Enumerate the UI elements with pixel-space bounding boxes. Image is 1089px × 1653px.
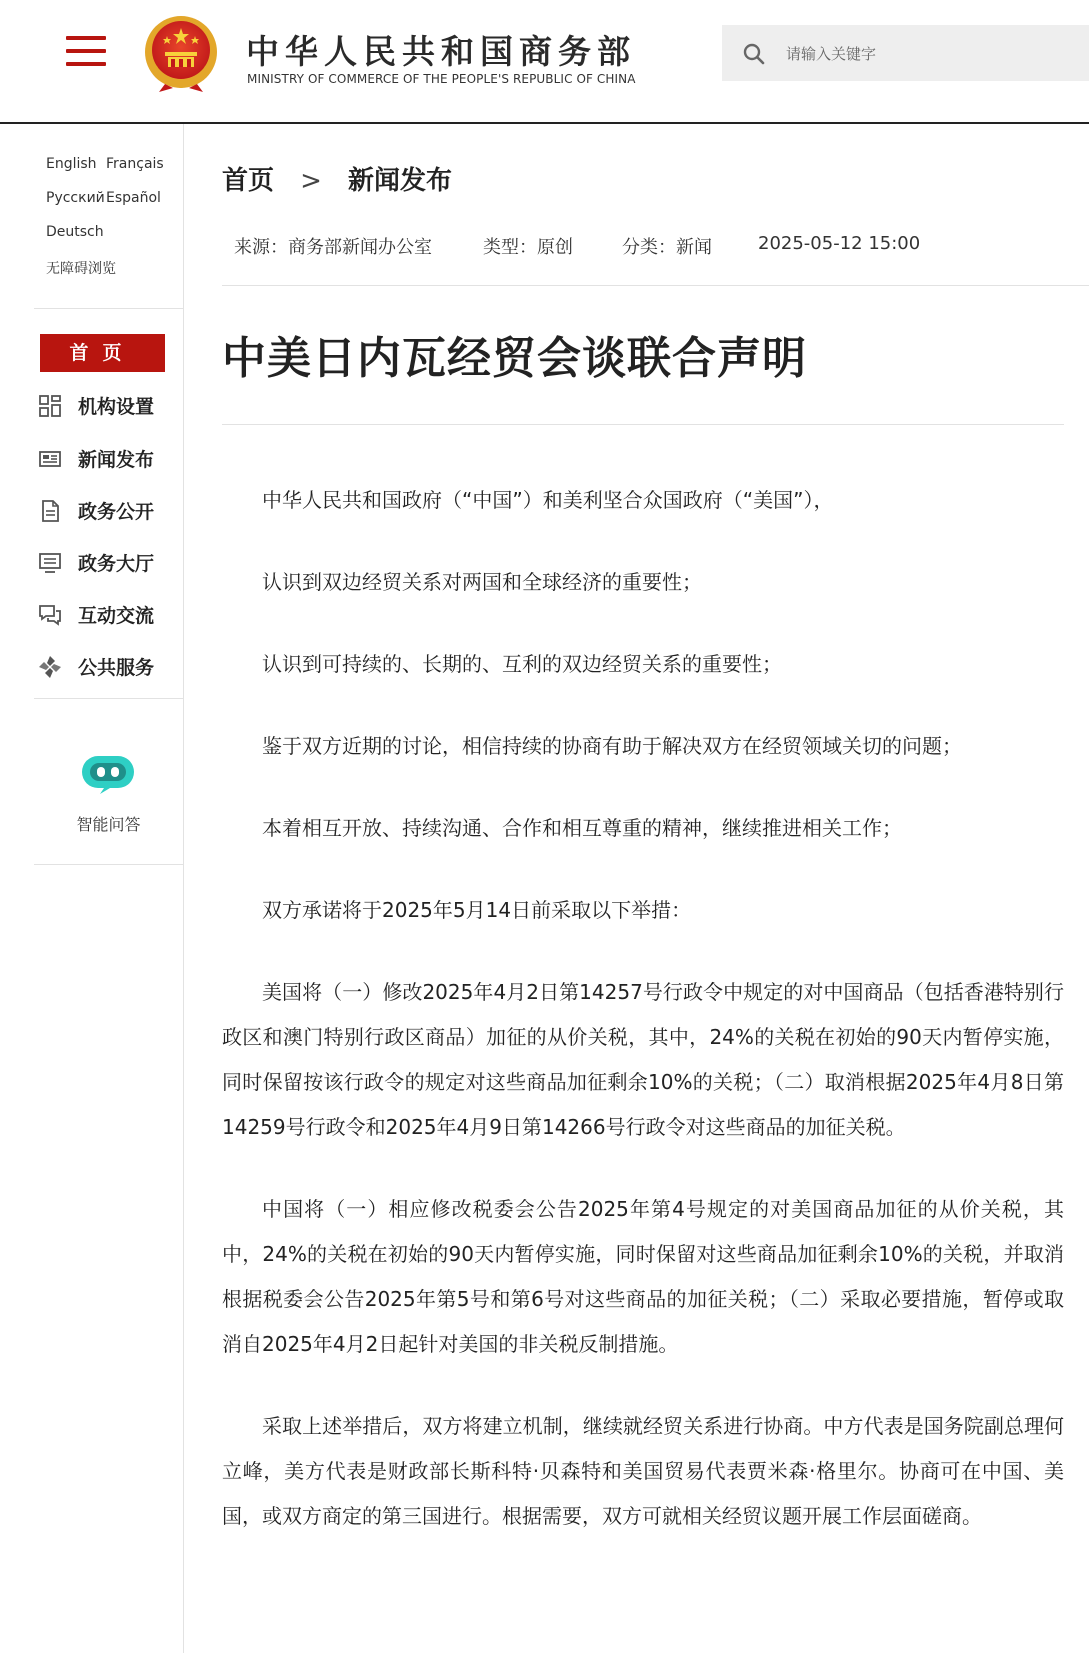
service-icon	[38, 655, 62, 679]
breadcrumb	[222, 160, 452, 197]
article-body	[222, 478, 1064, 1576]
search-input[interactable]	[784, 35, 1078, 73]
article-paragraph: 本着相互开放、持续沟通、合作和相互尊重的精神，继续推进相关工作；	[262, 816, 902, 840]
document-icon	[38, 499, 62, 523]
article-paragraph: 美国将（一）修改2025年4月2日第14257号行政令中规定的对中国商品（包括香港特别行政区和澳门特别行政区商品）加征的从价关税，其中，24%的关税在初始的90天内暂停实施，同时保留按该行政令的规定对这些商品加征剩余10%的关税；（二）取消根据2025年4月8日第14259号行政令和2025年4月9日第14266号行政令对这些商品的加征关税。	[222, 980, 1064, 1139]
sidebar-divider	[34, 308, 183, 309]
sidebar-item-government-affairs[interactable]	[38, 492, 183, 528]
sidebar-item-organization[interactable]	[38, 387, 183, 423]
chat-icon	[38, 603, 62, 627]
accessibility-link[interactable]: 无障碍浏览	[46, 261, 116, 277]
title-divider	[222, 424, 1064, 425]
site-header	[0, 0, 1089, 124]
article-paragraph: 中华人民共和国政府（“中国”）和美利坚合众国政府（“美国”），	[262, 488, 834, 512]
ministry-name-cn[interactable]: 中华人民共和国商务部	[246, 32, 636, 71]
sidebar-item-interaction[interactable]	[38, 596, 183, 632]
article-paragraph: 中国将（一）相应修改税委会公告2025年第4号规定的对美国商品加征的从价关税，其中，24%的关税在初始的90天内暂停实施，同时保留对这些商品加征剩余10%的关税，并取消根据税委会公告2025年第5号和第6号对这些商品的加征关税；（二）采取必要措施，暂停或取消自2025年4月2日起针对美国的非关税反制措施。	[222, 1197, 1064, 1356]
lang-spanish[interactable]: Español	[106, 190, 161, 206]
meta-datetime: 2025-05-12 15:00	[758, 233, 921, 254]
lang-russian[interactable]: Русский	[46, 190, 105, 206]
sidebar-item-label: 政务公开	[78, 501, 155, 523]
assistant-label[interactable]: 智能问答	[76, 815, 141, 834]
search-icon[interactable]	[742, 42, 766, 66]
sidebar-item-public-service[interactable]	[38, 648, 183, 684]
sidebar-home-button[interactable]: 首页	[40, 334, 165, 372]
article-paragraph: 认识到双边经贸关系对两国和全球经济的重要性；	[262, 570, 702, 594]
ministry-name-en: MINISTRY OF COMMERCE OF THE PEOPLE'S REPUBLIC OF CHINA	[247, 72, 636, 86]
sidebar-item-label: 新闻发布	[78, 449, 155, 471]
search-box	[722, 25, 1089, 81]
newspaper-icon	[38, 447, 62, 471]
article-paragraph: 认识到可持续的、长期的、互利的双边经贸关系的重要性；	[262, 652, 782, 676]
sidebar-divider	[34, 864, 183, 865]
breadcrumb-home[interactable]: 首页	[222, 166, 275, 196]
sidebar-item-news[interactable]	[38, 440, 183, 476]
sidebar-item-label: 互动交流	[78, 605, 155, 627]
chevron-right-icon: >	[300, 166, 322, 196]
sidebar-item-label: 公共服务	[78, 657, 155, 679]
national-emblem-icon[interactable]	[143, 14, 219, 94]
grid-icon	[38, 394, 62, 418]
article-title: 中美日内瓦经贸会谈联合声明	[222, 333, 807, 384]
breadcrumb-news[interactable]: 新闻发布	[348, 166, 453, 196]
sidebar-item-label: 政务大厅	[78, 553, 155, 575]
meta-divider	[222, 285, 1089, 286]
lang-french[interactable]: Français	[106, 156, 164, 172]
sidebar-item-service-hall[interactable]	[38, 544, 183, 580]
article-paragraph: 采取上述举措后，双方将建立机制，继续就经贸关系进行协商。中方代表是国务院副总理何立峰，美方代表是财政部长斯科特·贝森特和美国贸易代表贾米森·格里尔。协商可在中国、美国，或双方商定的第三国进行。根据需要，双方可就相关经贸议题开展工作层面磋商。	[222, 1414, 1064, 1528]
meta-category: 分类：新闻	[622, 237, 712, 258]
sidebar	[34, 124, 184, 1653]
robot-assistant-icon[interactable]	[80, 750, 136, 794]
monitor-icon	[38, 551, 62, 575]
meta-source: 来源：商务部新闻办公室	[234, 237, 432, 258]
article-paragraph: 鉴于双方近期的讨论，相信持续的协商有助于解决双方在经贸领域关切的问题；	[262, 734, 962, 758]
meta-type: 类型：原创	[483, 237, 573, 258]
article-paragraph: 双方承诺将于2025年5月14日前采取以下举措：	[262, 898, 692, 922]
lang-german[interactable]: Deutsch	[46, 224, 104, 240]
menu-icon[interactable]	[66, 34, 108, 66]
sidebar-item-label: 机构设置	[78, 396, 155, 418]
sidebar-divider	[34, 698, 183, 699]
lang-english[interactable]: English	[46, 156, 97, 172]
